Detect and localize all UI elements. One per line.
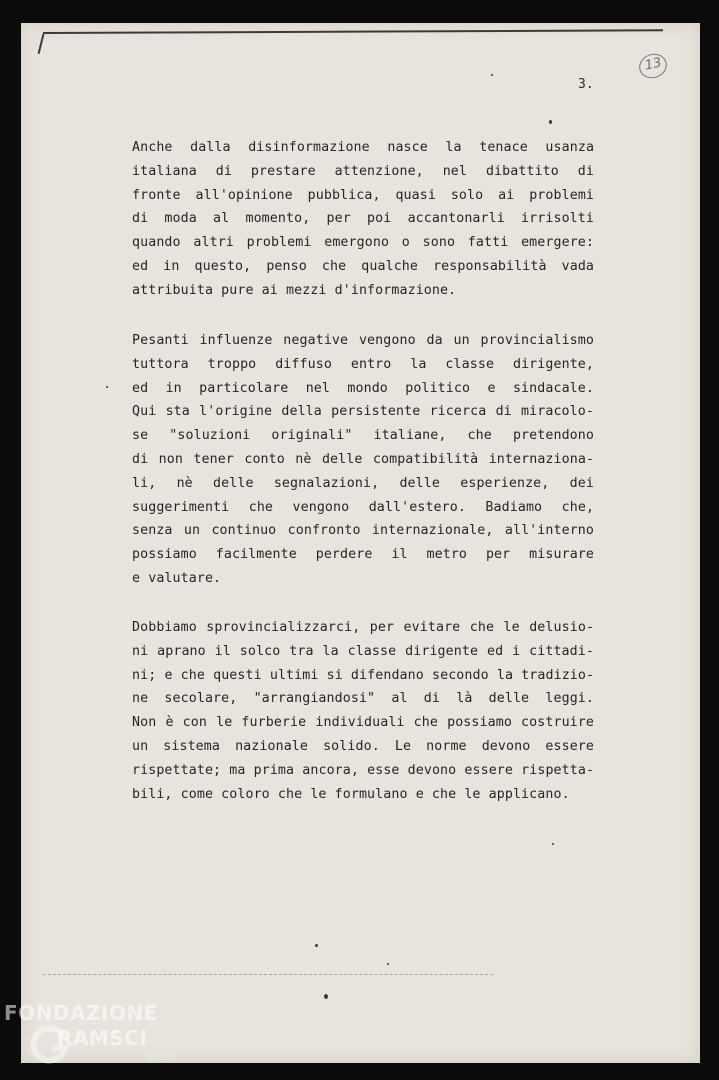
text-line: di non tener conto nè delle compatibilità internaziona- — [132, 451, 595, 467]
text-line: bili, come coloro che le formulano e che le applicano. — [132, 786, 570, 802]
text-line: suggerimenti che vengono dall'estero. Badiamo che, — [132, 499, 595, 515]
speck — [549, 120, 552, 124]
text-line: Dobbiamo sprovincializzarci, per evitare che le delusio- — [132, 620, 595, 635]
text-line: Pesanti influenze negative vengono da un provincialismo — [132, 333, 594, 348]
text-line: di moda al momento, per poi accantonarli irrisolti — [132, 211, 594, 227]
top-rule-tick — [38, 34, 45, 54]
text-line: attribuita pure ai mezzi d'informazione. — [132, 282, 457, 298]
text-line: ed in questo, penso che qualche responsabilità vada — [132, 258, 595, 274]
text-line: Anche dalla disinformazione nasce la tenace usanza — [132, 140, 595, 155]
text-line: fronte all'opinione pubblica, quasi solo ai problemi — [132, 187, 595, 203]
folio-number: 13 — [643, 55, 663, 74]
text-line: quando altri problemi emergono o sono fatti emergere: — [132, 235, 595, 251]
text-line: e valutare. — [132, 570, 222, 586]
speck — [315, 944, 318, 947]
text-line: ed in particolare nel mondo politico e sindacale. — [132, 380, 594, 396]
speck — [387, 963, 389, 965]
paragraph-1 — [132, 136, 594, 303]
text-line: Non è con le furberie individuali che possiamo costruire — [132, 715, 594, 731]
text-line: italiana di prestare attenzione, nel dibattito di — [132, 163, 595, 179]
text-line: possiamo facilmente perdere il metro per misurare — [132, 547, 595, 563]
text-line: ni aprano il solco tra la classe dirigente ed i cittadi- — [132, 643, 594, 659]
watermark-sub: onlus — [147, 1053, 172, 1063]
speck — [106, 386, 108, 388]
text-line: tuttora troppo diffuso entro la classe dirigente, — [132, 356, 595, 372]
text-line: rispettate; ma prima ancora, esse devono essere rispetta- — [132, 762, 595, 778]
text-line: senza un continuo confronto internazionale, all'interno — [132, 523, 595, 539]
text-line: un sistema nazionale solido. Le norme devono essere — [132, 738, 595, 754]
paragraph-3 — [132, 616, 594, 806]
watermark-line-2: RAMSCI — [57, 1026, 148, 1050]
paragraph-2 — [132, 329, 594, 591]
document-page — [21, 23, 700, 1063]
watermark-line-1: FONDAZIONE — [4, 1001, 158, 1025]
speck — [491, 74, 493, 76]
page-number: 3. — [578, 77, 594, 92]
top-rule — [43, 29, 663, 34]
speck — [324, 994, 328, 999]
speck — [552, 843, 554, 845]
text-line: ni; e che questi ultimi si difendano secondo la tradizio- — [132, 667, 595, 683]
text-line: se "soluzioni originali" italiane, che pretendono — [132, 428, 594, 444]
text-line: Qui sta l'origine della persistente ricerca di miracolo- — [132, 404, 594, 420]
text-line: ne secolare, "arrangiandosi" al di là delle leggi. — [132, 691, 595, 707]
bottom-rule — [43, 974, 493, 976]
text-line: li, nè delle segnalazioni, delle esperienze, dei — [132, 475, 594, 491]
